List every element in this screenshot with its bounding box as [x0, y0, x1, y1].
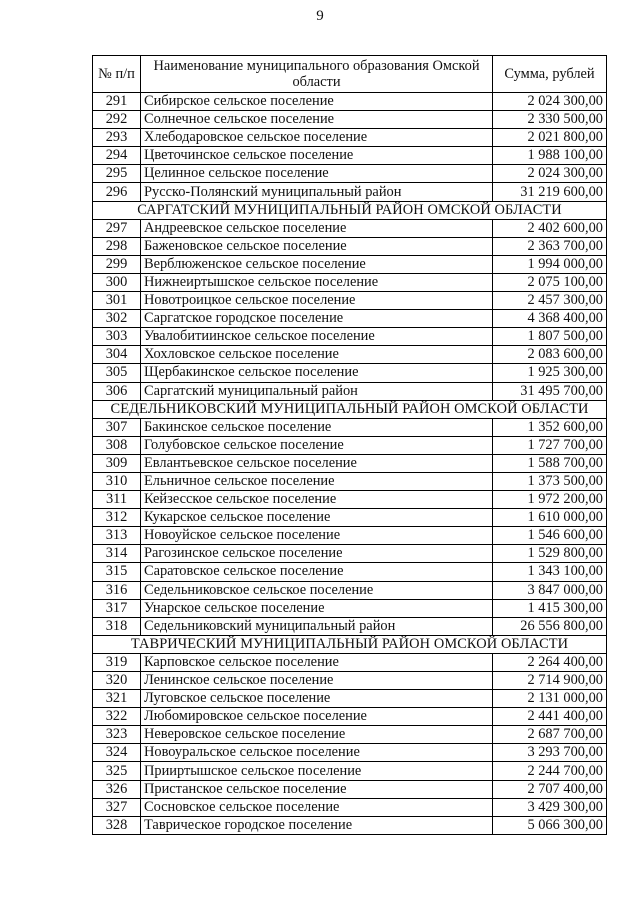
header-row — [93, 56, 607, 93]
municipality-name: Цветочинское сельское поселение — [141, 147, 493, 165]
table-row — [93, 491, 607, 509]
amount-rubles: 31 495 700,00 — [493, 382, 607, 400]
municipality-name: Седельниковское сельское поселение — [141, 581, 493, 599]
row-number: 320 — [93, 672, 141, 690]
amount-rubles: 2 402 600,00 — [493, 219, 607, 237]
amount-rubles: 1 352 600,00 — [493, 418, 607, 436]
amount-rubles: 2 264 400,00 — [493, 653, 607, 671]
row-number: 301 — [93, 292, 141, 310]
amount-rubles: 2 024 300,00 — [493, 93, 607, 111]
amount-rubles: 2 083 600,00 — [493, 346, 607, 364]
municipality-name: Новоуйское сельское поселение — [141, 527, 493, 545]
page-number: 9 — [316, 8, 324, 24]
municipality-name: Нижнеиртышское сельское поселение — [141, 273, 493, 291]
municipality-name: Солнечное сельское поселение — [141, 111, 493, 129]
amount-rubles: 5 066 300,00 — [493, 816, 607, 834]
amount-rubles: 3 429 300,00 — [493, 798, 607, 816]
table-row — [93, 653, 607, 671]
municipality-name: Саратовское сельское поселение — [141, 563, 493, 581]
amount-rubles: 2 021 800,00 — [493, 129, 607, 147]
amount-rubles: 1 925 300,00 — [493, 364, 607, 382]
amount-rubles: 1 415 300,00 — [493, 599, 607, 617]
table-row — [93, 454, 607, 472]
row-number: 314 — [93, 545, 141, 563]
municipality-name: Сибирское сельское поселение — [141, 93, 493, 111]
table-row — [93, 545, 607, 563]
budget-allocation-table — [92, 55, 607, 835]
amount-rubles: 31 219 600,00 — [493, 183, 607, 201]
amount-rubles: 1 610 000,00 — [493, 509, 607, 527]
municipality-name: Андреевское сельское поселение — [141, 219, 493, 237]
table-row — [93, 165, 607, 183]
amount-rubles: 2 024 300,00 — [493, 165, 607, 183]
table-row — [93, 147, 607, 165]
amount-rubles: 1 588 700,00 — [493, 454, 607, 472]
table-row — [93, 690, 607, 708]
row-number: 303 — [93, 328, 141, 346]
amount-rubles: 2 457 300,00 — [493, 292, 607, 310]
district-title: ТАВРИЧЕСКИЙ МУНИЦИПАЛЬНЫЙ РАЙОН ОМСКОЙ ОБЛАСТИ — [93, 635, 607, 653]
amount-rubles: 1 343 100,00 — [493, 563, 607, 581]
row-number: 311 — [93, 491, 141, 509]
row-number: 322 — [93, 708, 141, 726]
header-name: Наименование муниципального образования Омской области — [141, 56, 493, 93]
municipality-name: Голубовское сельское поселение — [141, 436, 493, 454]
table-row — [93, 310, 607, 328]
row-number: 319 — [93, 653, 141, 671]
municipality-name: Хлебодаровское сельское поселение — [141, 129, 493, 147]
table-row — [93, 436, 607, 454]
table-row — [93, 563, 607, 581]
district-title: САРГАТСКИЙ МУНИЦИПАЛЬНЫЙ РАЙОН ОМСКОЙ ОБЛАСТИ — [93, 201, 607, 219]
row-number: 298 — [93, 237, 141, 255]
table-row — [93, 364, 607, 382]
row-number: 305 — [93, 364, 141, 382]
municipality-name: Саргатское городское поселение — [141, 310, 493, 328]
amount-rubles: 2 131 000,00 — [493, 690, 607, 708]
municipality-name: Ельничное сельское поселение — [141, 472, 493, 490]
municipality-name: Луговское сельское поселение — [141, 690, 493, 708]
municipality-name: Кукарское сельское поселение — [141, 509, 493, 527]
district-header-row — [93, 635, 607, 653]
municipality-name: Ленинское сельское поселение — [141, 672, 493, 690]
amount-rubles: 1 529 800,00 — [493, 545, 607, 563]
row-number: 300 — [93, 273, 141, 291]
table-row — [93, 418, 607, 436]
municipality-name: Пристанское сельское поселение — [141, 780, 493, 798]
amount-rubles: 1 988 100,00 — [493, 147, 607, 165]
municipality-name: Целинное сельское поселение — [141, 165, 493, 183]
amount-rubles: 1 546 600,00 — [493, 527, 607, 545]
amount-rubles: 1 373 500,00 — [493, 472, 607, 490]
row-number: 306 — [93, 382, 141, 400]
municipality-name: Хохловское сельское поселение — [141, 346, 493, 364]
table-row — [93, 708, 607, 726]
table-row — [93, 219, 607, 237]
row-number: 326 — [93, 780, 141, 798]
municipality-name: Рагозинское сельское поселение — [141, 545, 493, 563]
row-number: 313 — [93, 527, 141, 545]
table-header — [93, 56, 607, 93]
table-row — [93, 292, 607, 310]
row-number: 299 — [93, 255, 141, 273]
municipality-name: Унарское сельское поселение — [141, 599, 493, 617]
row-number: 308 — [93, 436, 141, 454]
table-row — [93, 798, 607, 816]
amount-rubles: 2 441 400,00 — [493, 708, 607, 726]
municipality-name: Сосновское сельское поселение — [141, 798, 493, 816]
table-row — [93, 346, 607, 364]
row-number: 296 — [93, 183, 141, 201]
table-row — [93, 382, 607, 400]
municipality-name: Прииртышское сельское поселение — [141, 762, 493, 780]
row-number: 312 — [93, 509, 141, 527]
amount-rubles: 2 363 700,00 — [493, 237, 607, 255]
amount-rubles: 3 293 700,00 — [493, 744, 607, 762]
row-number: 324 — [93, 744, 141, 762]
row-number: 316 — [93, 581, 141, 599]
row-number: 321 — [93, 690, 141, 708]
table-row — [93, 617, 607, 635]
row-number: 315 — [93, 563, 141, 581]
district-header-row — [93, 201, 607, 219]
municipality-name: Таврическое городское поселение — [141, 816, 493, 834]
amount-rubles: 1 727 700,00 — [493, 436, 607, 454]
table-row — [93, 129, 607, 147]
table-row — [93, 744, 607, 762]
amount-rubles: 3 847 000,00 — [493, 581, 607, 599]
amount-rubles: 2 714 900,00 — [493, 672, 607, 690]
table-row — [93, 509, 607, 527]
amount-rubles: 2 687 700,00 — [493, 726, 607, 744]
row-number: 325 — [93, 762, 141, 780]
municipality-name: Баженовское сельское поселение — [141, 237, 493, 255]
table-row — [93, 726, 607, 744]
table-row — [93, 111, 607, 129]
municipality-name: Любомировское сельское поселение — [141, 708, 493, 726]
row-number: 318 — [93, 617, 141, 635]
municipality-name: Кейзесское сельское поселение — [141, 491, 493, 509]
row-number: 323 — [93, 726, 141, 744]
amount-rubles: 2 244 700,00 — [493, 762, 607, 780]
municipality-name: Увалобитиинское сельское поселение — [141, 328, 493, 346]
table-row — [93, 780, 607, 798]
table-row — [93, 93, 607, 111]
table-row — [93, 816, 607, 834]
row-number: 297 — [93, 219, 141, 237]
row-number: 328 — [93, 816, 141, 834]
municipality-name: Седельниковский муниципальный район — [141, 617, 493, 635]
row-number: 302 — [93, 310, 141, 328]
row-number: 307 — [93, 418, 141, 436]
table-row — [93, 328, 607, 346]
table-row — [93, 237, 607, 255]
row-number: 295 — [93, 165, 141, 183]
municipality-name: Щербакинское сельское поселение — [141, 364, 493, 382]
table-row — [93, 762, 607, 780]
row-number: 304 — [93, 346, 141, 364]
amount-rubles: 1 972 200,00 — [493, 491, 607, 509]
row-number: 294 — [93, 147, 141, 165]
table-row — [93, 255, 607, 273]
amount-rubles: 4 368 400,00 — [493, 310, 607, 328]
amount-rubles: 2 075 100,00 — [493, 273, 607, 291]
amount-rubles: 26 556 800,00 — [493, 617, 607, 635]
header-sum: Сумма, рублей — [493, 56, 607, 93]
municipality-name: Карповское сельское поселение — [141, 653, 493, 671]
municipality-name: Новотроицкое сельское поселение — [141, 292, 493, 310]
amount-rubles: 1 807 500,00 — [493, 328, 607, 346]
table-body — [93, 93, 607, 835]
row-number: 291 — [93, 93, 141, 111]
district-header-row — [93, 400, 607, 418]
municipality-name: Евлантьевское сельское поселение — [141, 454, 493, 472]
header-num: № п/п — [93, 56, 141, 93]
amount-rubles: 2 707 400,00 — [493, 780, 607, 798]
municipality-name: Бакинское сельское поселение — [141, 418, 493, 436]
row-number: 309 — [93, 454, 141, 472]
table-row — [93, 672, 607, 690]
amount-rubles: 2 330 500,00 — [493, 111, 607, 129]
table-row — [93, 527, 607, 545]
municipality-name: Русско-Полянский муниципальный район — [141, 183, 493, 201]
municipality-name: Верблюженское сельское поселение — [141, 255, 493, 273]
municipality-name: Неверовское сельское поселение — [141, 726, 493, 744]
municipality-name: Саргатский муниципальный район — [141, 382, 493, 400]
row-number: 293 — [93, 129, 141, 147]
row-number: 310 — [93, 472, 141, 490]
table-row — [93, 599, 607, 617]
row-number: 317 — [93, 599, 141, 617]
district-title: СЕДЕЛЬНИКОВСКИЙ МУНИЦИПАЛЬНЫЙ РАЙОН ОМСКОЙ ОБЛАСТИ — [93, 400, 607, 418]
row-number: 327 — [93, 798, 141, 816]
municipality-name: Новоуральское сельское поселение — [141, 744, 493, 762]
row-number: 292 — [93, 111, 141, 129]
table-row — [93, 273, 607, 291]
table-row — [93, 472, 607, 490]
amount-rubles: 1 994 000,00 — [493, 255, 607, 273]
table-row — [93, 183, 607, 201]
table-row — [93, 581, 607, 599]
